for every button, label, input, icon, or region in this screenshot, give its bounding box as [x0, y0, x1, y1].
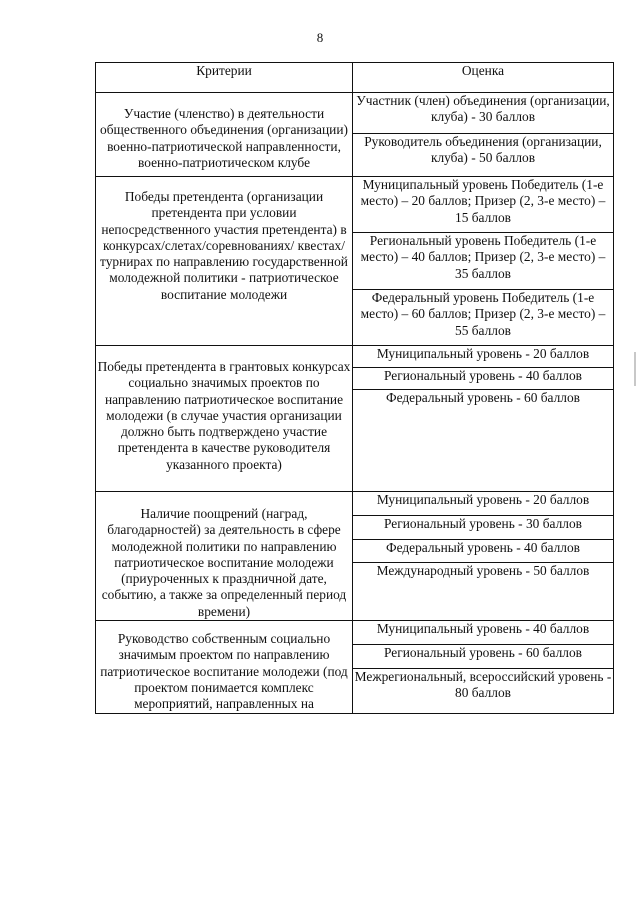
- score-cell: Межрегиональный, всероссийский уровень - 80 баллов: [353, 668, 614, 713]
- score-cell: Региональный уровень - 60 баллов: [353, 645, 614, 669]
- criteria-table: [95, 62, 614, 714]
- header-score: Оценка: [353, 63, 614, 93]
- table-row: [96, 93, 614, 134]
- criterion-cell: Руководство собственным социально значимым проектом по направлению патриотическое воспитание молодежи (под проектом понимается комплекс мероприятий, направленных на: [96, 621, 353, 713]
- score-cell: Руководитель объединения (организации, клуба) - 50 баллов: [353, 134, 614, 177]
- score-cell: Региональный уровень Победитель (1-е место) – 40 баллов; Призер (2, 3-е место) – 35 баллов: [353, 233, 614, 290]
- table-row: [96, 621, 614, 645]
- score-cell: Международный уровень - 50 баллов: [353, 562, 614, 620]
- score-cell: Муниципальный уровень - 20 баллов: [353, 492, 614, 516]
- score-cell: Федеральный уровень - 40 баллов: [353, 539, 614, 562]
- criterion-cell: Победы претендента в грантовых конкурсах социально значимых проектов по направлению патриотическое воспитание молодежи (в случае участия организации должно быть подтверждено участие претендента в качестве руководителя указанного проекта): [96, 346, 353, 492]
- criterion-cell: Победы претендента (организации претендента при условии непосредственного участия претендента) в конкурсах/слетах/соревнованиях/ квестах/турнирах по направлению государственной молодежной политики - патриотическое воспитание молодежи: [96, 177, 353, 346]
- score-cell: Федеральный уровень Победитель (1-е место) – 60 баллов; Призер (2, 3-е место) – 55 баллов: [353, 290, 614, 346]
- criterion-cell: Участие (членство) в деятельности общественного объединения (организации) военно-патриотической направленности, военно-патриотическом клубе: [96, 93, 353, 177]
- table-row: [96, 346, 614, 368]
- table-header-row: [96, 63, 614, 93]
- score-cell: Участник (член) объединения (организации, клуба) - 30 баллов: [353, 93, 614, 134]
- table-row: [96, 492, 614, 516]
- score-cell: Региональный уровень - 40 баллов: [353, 368, 614, 390]
- scan-edge-mark: [634, 352, 636, 386]
- table-row: [96, 177, 614, 233]
- score-cell: Муниципальный уровень - 40 баллов: [353, 621, 614, 645]
- criterion-cell: Наличие поощрений (наград, благодарностей) за деятельность в сфере молодежной политики по направлению патриотическое воспитание молодежи (приуроченных к праздничной дате, событию, а также за определенный период времени): [96, 492, 353, 621]
- score-cell: Региональный уровень - 30 баллов: [353, 516, 614, 539]
- score-cell: Муниципальный уровень - 20 баллов: [353, 346, 614, 368]
- score-cell: Муниципальный уровень Победитель (1-е место) – 20 баллов; Призер (2, 3-е место) – 15 баллов: [353, 177, 614, 233]
- header-criteria: Критерии: [96, 63, 353, 93]
- page-number: 8: [316, 30, 324, 45]
- score-cell: Федеральный уровень - 60 баллов: [353, 390, 614, 492]
